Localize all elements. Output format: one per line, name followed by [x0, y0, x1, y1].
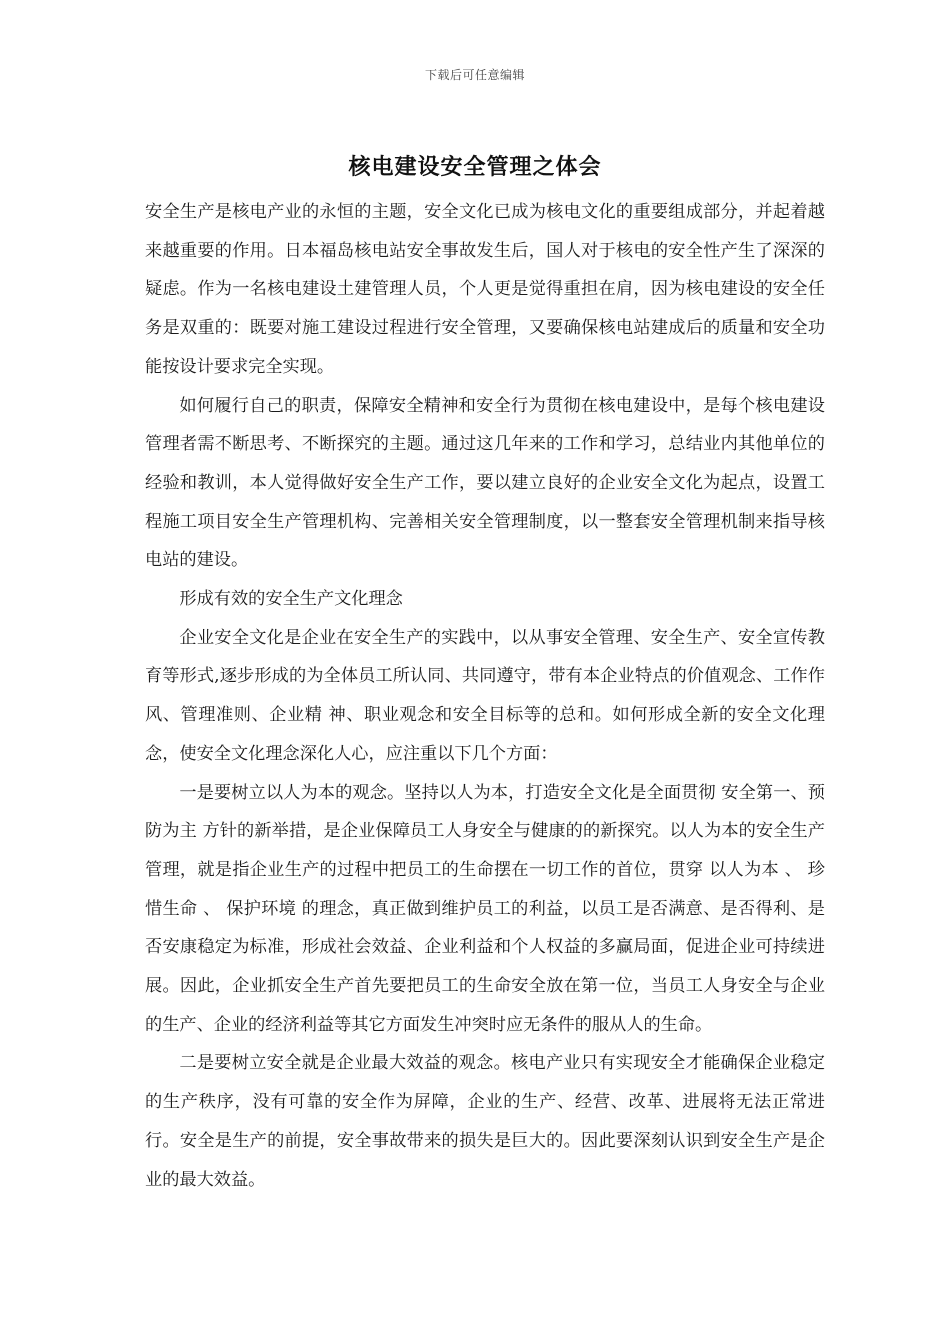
document-title: 核电建设安全管理之体会	[348, 154, 602, 180]
paragraph-people-first: 一是要树立以人为本的观念。坚持以人为本，打造安全文化是全面贯彻 安全第一、预防为主 方针的新举措，是企业保障员工人身安全与健康的的新探究。以人为本的安全生产管理，就是指企业生产的过程中把员工的生命摆在一切工作的首位，贯穿 以人为本 、 珍惜生命 、 保护环境 的理念，真正做到维护员工的利益，以员工是否满意、是否得利、是否安康稳定为标准，形成社会效益、企业利益和个人权益的多赢局面，促进企业可持续进展。因此，企业抓安全生产首先要把员工的生命安全放在第一位，当员工人身安全与企业的生产、企业的经济利益等其它方面发生冲突时应无条件的服从人的生命。	[145, 782, 825, 1035]
paragraph-duties: 如何履行自己的职责，保障安全精神和安全行为贯彻在核电建设中，是每个核电建设管理者需不断思考、不断探究的主题。通过这几年来的工作和学习，总结业内其他单位的经验和教训，本人觉得做好安全生产工作，要以建立良好的企业安全文化为起点，设置工程施工项目安全生产管理机构、完善相关安全管理制度，以一整套安全管理机制来指导核电站的建设。	[145, 395, 825, 571]
paragraph-intro: 安全生产是核电产业的永恒的主题，安全文化已成为核电文化的重要组成部分，并起着越来越重要的作用。日本福岛核电站安全事故发生后，国人对于核电的安全性产生了深深的疑虑。作为一名核电建设土建管理人员，个人更是觉得重担在肩，因为核电建设的安全任务是双重的：既要对施工建设过程进行安全管理，又要确保核电站建成后的质量和安全功能按设计要求完全实现。	[145, 202, 825, 377]
paragraph-safety-culture: 企业安全文化是企业在安全生产的实践中，以从事安全管理、安全生产、安全宣传教育等形式,逐步形成的为全体员工所认同、共同遵守，带有本企业特点的价值观念、工作作风、管理准则、企业精 神、职业观念和安全目标等的总和。如何形成全新的安全文化理念，使安全文化理念深化人心，应注重以下几个方面：	[145, 627, 825, 764]
header-note: 下载后可任意编辑	[424, 68, 525, 82]
section-heading-culture: 形成有效的安全生产文化理念	[179, 589, 403, 610]
document-body	[145, 193, 825, 1199]
paragraph-safety-benefit: 二是要树立安全就是企业最大效益的观念。核电产业只有实现安全才能确保企业稳定的生产秩序，没有可靠的安全作为屏障，企业的生产、经营、改革、进展将无法正常进行。安全是生产的前提，安全事故带来的损失是巨大的。因此要深刻认识到安全生产是企业的最大效益。	[145, 1053, 825, 1190]
